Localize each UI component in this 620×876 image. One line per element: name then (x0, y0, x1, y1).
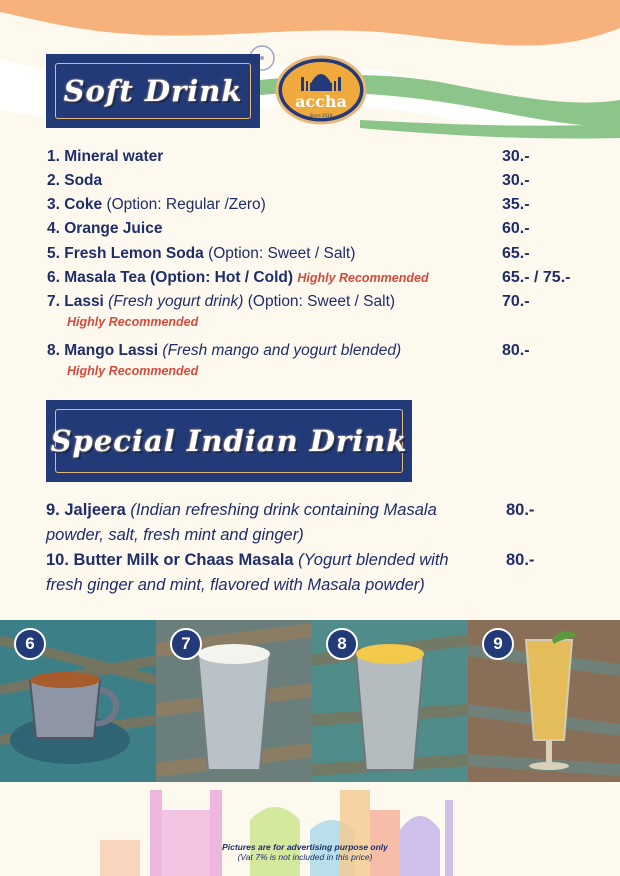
price: 80.- (506, 501, 535, 519)
photo-masala-tea (0, 620, 156, 782)
logo-wordmark: accha (295, 92, 347, 111)
accha-logo (275, 55, 367, 125)
price: 70.- (502, 293, 530, 310)
price: 30.- (502, 172, 530, 189)
soft-drink-title: Soft Drink (63, 74, 243, 108)
footnote (200, 842, 410, 862)
special-drink-banner (46, 400, 412, 482)
soft-drink-banner (46, 54, 260, 128)
photo-mango-lassi (312, 620, 468, 782)
menu-item: 9. Jaljeera (Indian refreshing drink containing Masala powder, salt, fresh mint and ginger) 80.- (46, 498, 566, 548)
photo-badge: 9 (482, 628, 514, 660)
photo-lassi (156, 620, 312, 782)
price: 65.- (502, 245, 530, 262)
price: 80.- (502, 342, 530, 359)
recommend-tag: Highly Recommended (297, 271, 429, 285)
special-drink-list (46, 498, 566, 598)
special-drink-title: Special Indian Drink (50, 424, 408, 458)
photo-badge: 7 (170, 628, 202, 660)
recommend-tag: Highly Recommended (67, 315, 199, 329)
photo-jaljeera (468, 620, 620, 782)
menu-item: 10. Butter Milk or Chaas Masala (Yogurt blended with fresh ginger and mint, flavored with Masala powder) 80.- (46, 548, 566, 598)
recommend-tag: Highly Recommended (67, 364, 199, 378)
price: 65.- / 75.- (502, 269, 571, 286)
price: 30.- (502, 148, 530, 165)
price: 80.- (506, 551, 535, 569)
logo-since: Since 2019 (309, 113, 333, 118)
footnote-line-2: (Vat 7% is not included in this price) (237, 852, 373, 862)
footnote-line-1: Pictures are for advertising purpose only (222, 842, 388, 852)
photo-strip (0, 620, 620, 782)
photo-badge: 8 (326, 628, 358, 660)
photo-badge: 6 (14, 628, 46, 660)
price: 35.- (502, 196, 530, 213)
price: 60.- (502, 220, 530, 237)
